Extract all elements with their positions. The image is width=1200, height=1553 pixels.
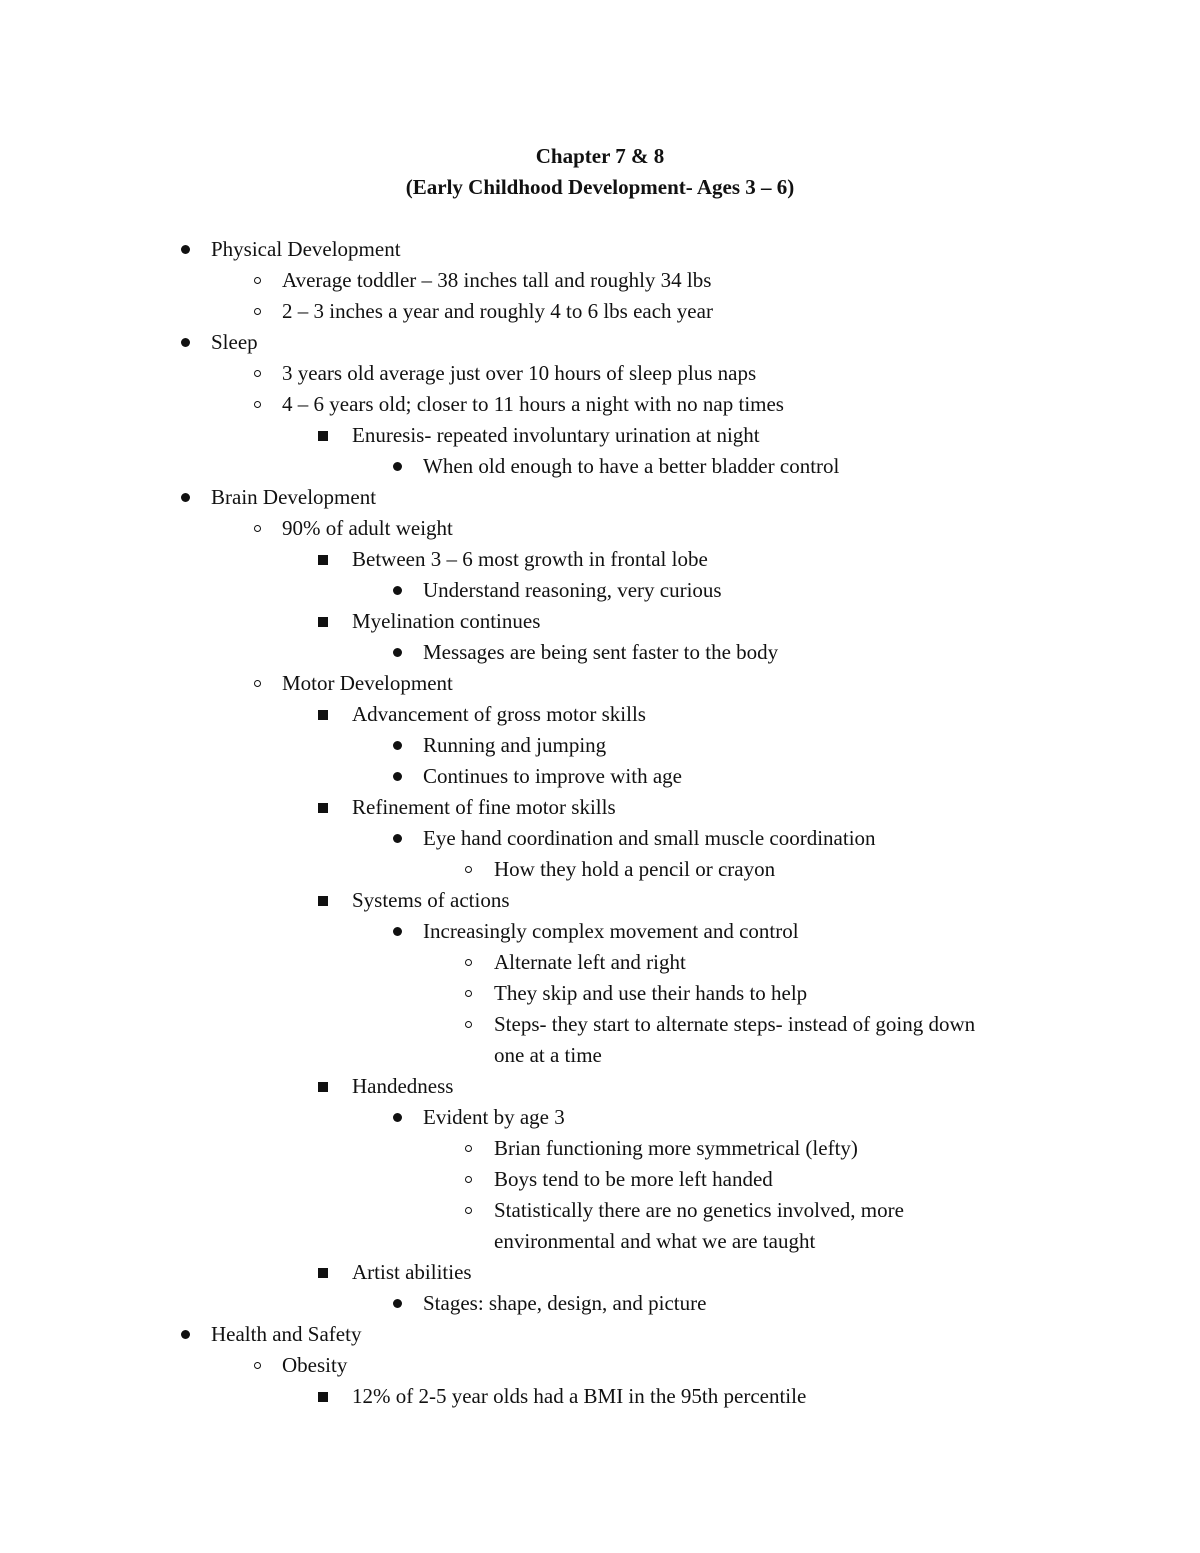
outline-item-text: Increasingly complex movement and control	[423, 919, 799, 943]
outline-item	[0, 265, 1200, 296]
bullet-circle-icon	[250, 389, 264, 420]
outline-item-text: 3 years old average just over 10 hours of sleep plus naps	[282, 361, 757, 385]
outline-continuation	[0, 1040, 1200, 1071]
bullet-circle-icon	[250, 668, 264, 699]
outline-item	[0, 885, 1200, 916]
bullet-square-icon	[316, 420, 330, 451]
outline-item-text: Average toddler – 38 inches tall and roughly 34 lbs	[282, 268, 712, 292]
bullet-circle-icon	[461, 1009, 475, 1040]
outline-item	[0, 699, 1200, 730]
bullet-disc-icon	[390, 823, 404, 854]
outline-item-text: Sleep	[211, 330, 258, 354]
document-title: Chapter 7 & 8	[535, 144, 665, 168]
outline-item-text: 12% of 2-5 year olds had a BMI in the 95th percentile	[352, 1384, 807, 1408]
outline-item-text: Health and Safety	[211, 1322, 362, 1346]
outline-item-text: They skip and use their hands to help	[494, 981, 808, 1005]
bullet-circle-icon	[250, 513, 264, 544]
outline-item	[0, 327, 1200, 358]
outline-item-text: Handedness	[352, 1074, 454, 1098]
outline-item-text: When old enough to have a better bladder control	[423, 454, 840, 478]
outline-item	[0, 1102, 1200, 1133]
outline-continuation	[0, 1226, 1200, 1257]
outline-item	[0, 296, 1200, 327]
outline-item	[0, 1133, 1200, 1164]
outline-item	[0, 1288, 1200, 1319]
document-subtitle: (Early Childhood Development- Ages 3 – 6)	[405, 175, 795, 199]
outline-item	[0, 575, 1200, 606]
outline-item-text: 2 – 3 inches a year and roughly 4 to 6 lbs each year	[282, 299, 713, 323]
outline-item-text: Evident by age 3	[423, 1105, 565, 1129]
bullet-disc-icon	[390, 1288, 404, 1319]
outline-item-text: Enuresis- repeated involuntary urination at night	[352, 423, 760, 447]
outline-item	[0, 234, 1200, 265]
bullet-circle-icon	[461, 1164, 475, 1195]
bullet-square-icon	[316, 606, 330, 637]
outline-item-text: Alternate left and right	[494, 950, 686, 974]
outline-item-text: 4 – 6 years old; closer to 11 hours a night with no nap times	[282, 392, 784, 416]
outline-item	[0, 451, 1200, 482]
bullet-square-icon	[316, 1071, 330, 1102]
outline-item	[0, 823, 1200, 854]
bullet-disc-icon	[390, 451, 404, 482]
outline-item-text: one at a time	[494, 1043, 602, 1067]
bullet-circle-icon	[250, 358, 264, 389]
outline-item-text: environmental and what we are taught	[494, 1229, 816, 1253]
outline-item-text: Statistically there are no genetics involved, more	[494, 1198, 904, 1222]
bullet-circle-icon	[250, 265, 264, 296]
bullet-square-icon	[316, 792, 330, 823]
outline-item-text: Brain Development	[211, 485, 377, 509]
outline-item	[0, 1350, 1200, 1381]
outline-item	[0, 730, 1200, 761]
bullet-disc-icon	[178, 1319, 192, 1350]
bullet-square-icon	[316, 885, 330, 916]
outline-item	[0, 358, 1200, 389]
outline-item	[0, 637, 1200, 668]
outline-item	[0, 1319, 1200, 1350]
outline-item-text: Brian functioning more symmetrical (lefty)	[494, 1136, 858, 1160]
outline-item-text: Boys tend to be more left handed	[494, 1167, 773, 1191]
outline-item-text: Systems of actions	[352, 888, 510, 912]
outline-item	[0, 1381, 1200, 1412]
outline-item-text: Between 3 – 6 most growth in frontal lobe	[352, 547, 708, 571]
bullet-circle-icon	[461, 1195, 475, 1226]
bullet-disc-icon	[178, 482, 192, 513]
bullet-disc-icon	[390, 1102, 404, 1133]
outline-item	[0, 1195, 1200, 1226]
bullet-circle-icon	[461, 978, 475, 1009]
bullet-disc-icon	[390, 637, 404, 668]
bullet-circle-icon	[461, 854, 475, 885]
outline-item-text: How they hold a pencil or crayon	[494, 857, 776, 881]
outline-item	[0, 513, 1200, 544]
bullet-square-icon	[316, 1257, 330, 1288]
bullet-circle-icon	[250, 1350, 264, 1381]
bullet-circle-icon	[461, 1133, 475, 1164]
outline-item-text: Refinement of fine motor skills	[352, 795, 616, 819]
outline-item	[0, 668, 1200, 699]
outline-item	[0, 482, 1200, 513]
outline-item-text: Artist abilities	[352, 1260, 472, 1284]
bullet-square-icon	[316, 699, 330, 730]
outline-item-text: Physical Development	[211, 237, 401, 261]
outline-item-text: Advancement of gross motor skills	[352, 702, 646, 726]
outline-item-text: Continues to improve with age	[423, 764, 682, 788]
outline-item	[0, 389, 1200, 420]
outline-item	[0, 792, 1200, 823]
bullet-disc-icon	[390, 730, 404, 761]
outline-item-text: Myelination continues	[352, 609, 541, 633]
bullet-disc-icon	[390, 916, 404, 947]
outline-item-text: 90% of adult weight	[282, 516, 453, 540]
outline-item	[0, 978, 1200, 1009]
outline-item	[0, 544, 1200, 575]
outline-item-text: Running and jumping	[423, 733, 607, 757]
bullet-disc-icon	[390, 761, 404, 792]
outline-item	[0, 1009, 1200, 1040]
outline-item	[0, 947, 1200, 978]
outline-item	[0, 606, 1200, 637]
bullet-disc-icon	[178, 327, 192, 358]
outline-item-text: Messages are being sent faster to the body	[423, 640, 779, 664]
outline-item	[0, 761, 1200, 792]
outline-item	[0, 420, 1200, 451]
bullet-disc-icon	[178, 234, 192, 265]
outline-item-text: Steps- they start to alternate steps- instead of going down	[494, 1012, 976, 1036]
outline-item	[0, 1164, 1200, 1195]
outline-item-text: Eye hand coordination and small muscle coordination	[423, 826, 876, 850]
outline-item-text: Obesity	[282, 1353, 348, 1377]
outline-item	[0, 1071, 1200, 1102]
outline-item-text: Motor Development	[282, 671, 453, 695]
bullet-circle-icon	[461, 947, 475, 978]
bullet-square-icon	[316, 544, 330, 575]
outline-item	[0, 854, 1200, 885]
outline-item-text: Stages: shape, design, and picture	[423, 1291, 707, 1315]
outline-item	[0, 916, 1200, 947]
outline-item-text: Understand reasoning, very curious	[423, 578, 722, 602]
bullet-square-icon	[316, 1381, 330, 1412]
outline-item	[0, 1257, 1200, 1288]
bullet-disc-icon	[390, 575, 404, 606]
bullet-circle-icon	[250, 296, 264, 327]
